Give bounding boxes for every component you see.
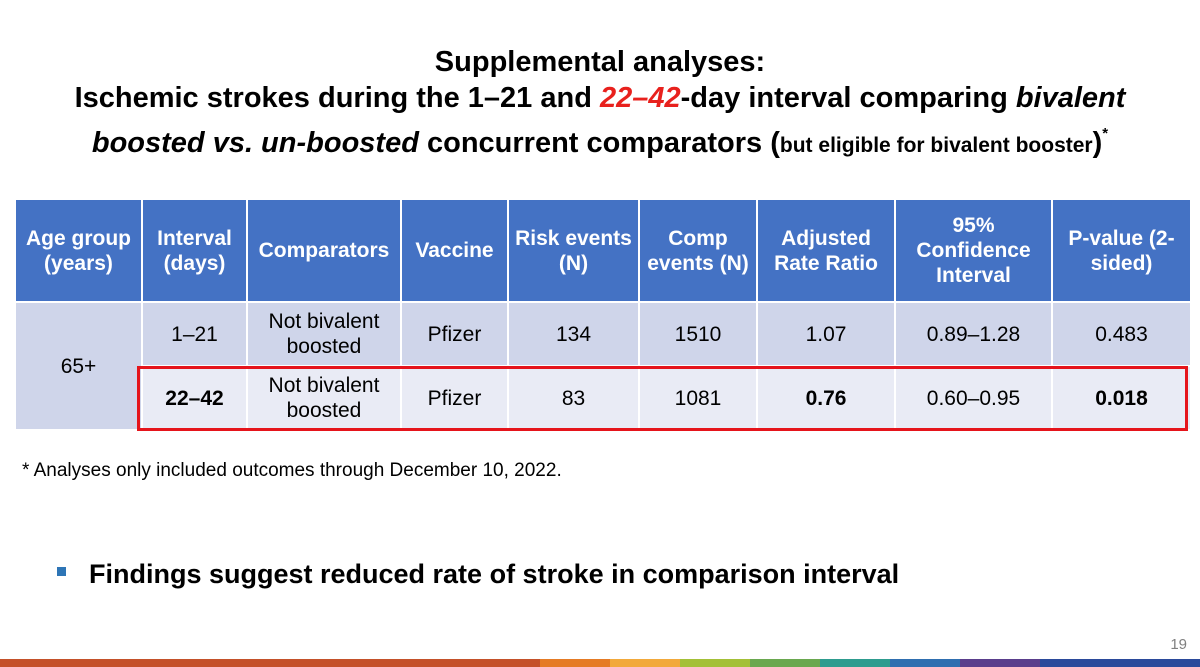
title-line-3-close: ) — [1092, 127, 1103, 159]
comp-events-cell: 1081 — [639, 366, 757, 430]
comp-events-cell: 1510 — [639, 302, 757, 366]
title-line-1: Supplemental analyses: — [434, 46, 766, 78]
header-interval: Interval (days) — [142, 199, 247, 302]
title-line-3 — [0, 116, 1200, 164]
table-header-row — [15, 199, 1191, 302]
footer-bar-segment — [0, 659, 540, 667]
p-value-cell: 0.018 — [1052, 366, 1191, 430]
footnote: * Analyses only included outcomes through December 10, 2022. — [22, 460, 562, 481]
risk-events-cell: 83 — [508, 366, 639, 430]
header-risk-events: Risk events (N) — [508, 199, 639, 302]
title-line-3-small: but eligible for bivalent booster — [779, 134, 1093, 157]
title-line-2-italic: bivalent — [1015, 82, 1126, 114]
header-comparators: Comparators — [247, 199, 401, 302]
footer-bar-segment — [890, 659, 960, 667]
rate-ratio-cell: 1.07 — [757, 302, 895, 366]
table-row — [15, 366, 1191, 430]
interval-cell: 22–42 — [142, 366, 247, 430]
age-group-cell: 65+ — [15, 302, 142, 430]
footer-bar-segment — [680, 659, 750, 667]
p-value-cell: 0.483 — [1052, 302, 1191, 366]
footer-bar-segment — [1040, 659, 1200, 667]
footer-bar-segment — [540, 659, 610, 667]
title-footnote-mark: * — [1102, 125, 1109, 142]
header-vaccine: Vaccine — [401, 199, 508, 302]
header-rate-ratio: Adjusted Rate Ratio — [757, 199, 895, 302]
confidence-interval-cell: 0.89–1.28 — [895, 302, 1052, 366]
header-comp-events: Comp events (N) — [639, 199, 757, 302]
interval-cell: 1–21 — [142, 302, 247, 366]
footer-bar-segment — [610, 659, 680, 667]
table-row — [15, 302, 1191, 366]
title-line-2-start: Ischemic strokes during the 1–21 and — [74, 82, 600, 114]
vaccine-cell: Pfizer — [401, 302, 508, 366]
title-line-3-italic: boosted vs. un-boosted — [91, 127, 419, 159]
comparators-cell: Not bivalent boosted — [247, 302, 401, 366]
title-line-3-mid: concurrent comparators ( — [418, 127, 780, 159]
header-p-value: P-value (2-sided) — [1052, 199, 1191, 302]
finding-text: Findings suggest reduced rate of stroke in comparison interval — [89, 559, 900, 589]
vaccine-cell: Pfizer — [401, 366, 508, 430]
confidence-interval-cell: 0.60–0.95 — [895, 366, 1052, 430]
footer-bar-segment — [960, 659, 1040, 667]
footer-bar-segment — [820, 659, 890, 667]
header-age-group: Age group (years) — [15, 199, 142, 302]
page-number: 19 — [1170, 636, 1187, 653]
header-confidence-interval: 95% Confidence Interval — [895, 199, 1052, 302]
risk-events-cell: 134 — [508, 302, 639, 366]
bullet-square-icon — [57, 567, 66, 576]
rate-ratio-cell: 0.76 — [757, 366, 895, 430]
slide-title — [0, 44, 1200, 164]
title-line-2 — [0, 80, 1200, 116]
title-line-2-mid: -day interval comparing — [680, 82, 1016, 114]
title-highlight-interval: 22–42 — [599, 82, 681, 114]
results-table — [14, 198, 1192, 431]
footer-bar-segment — [750, 659, 820, 667]
comparators-cell: Not bivalent boosted — [247, 366, 401, 430]
footer-color-bar — [0, 659, 1200, 667]
